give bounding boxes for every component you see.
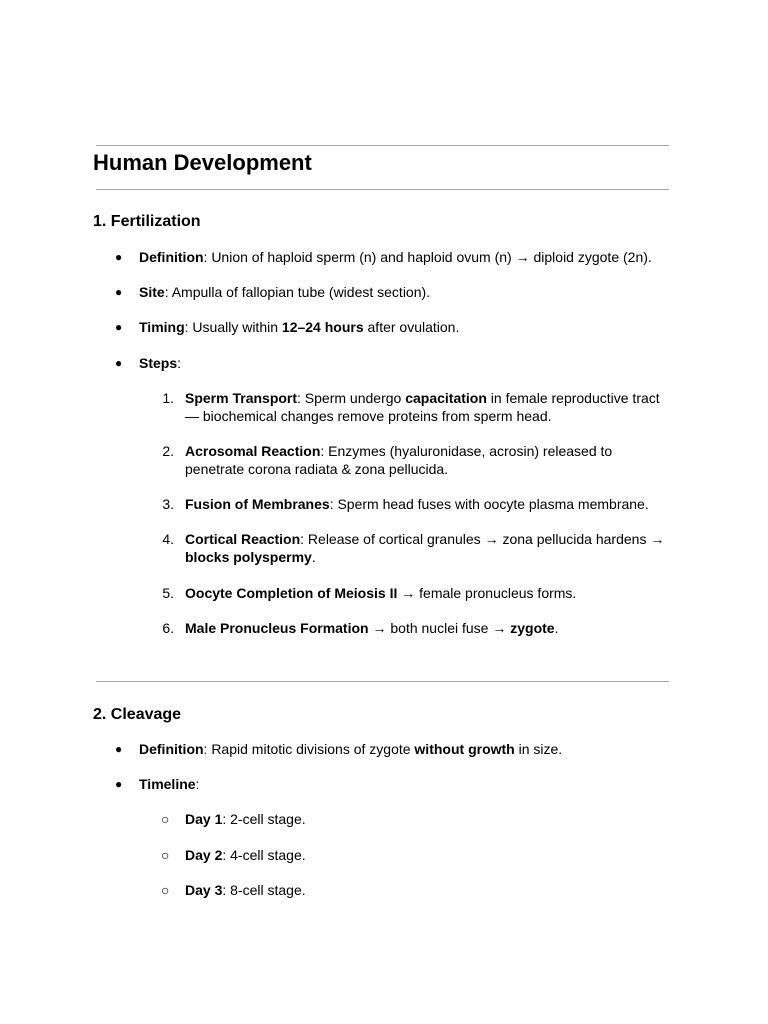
hollow-bullet-icon: ○ (161, 882, 170, 898)
bullet-icon: ● (115, 777, 123, 791)
hollow-bullet-icon: ○ (161, 847, 170, 863)
timeline-day-3: Day 3: 8-cell stage. (185, 882, 306, 898)
bullet-icon: ● (115, 285, 123, 299)
title-underline-rule (96, 189, 669, 190)
section-heading-fertilization: 1. Fertilization (93, 213, 201, 230)
step-cortical-reaction-cont: blocks polyspermy. (185, 549, 316, 565)
section-heading-cleavage: 2. Cleavage (93, 706, 182, 723)
step-number: 3. (162, 496, 174, 512)
step-number: 2. (162, 443, 174, 459)
step-number: 6. (162, 620, 174, 636)
step-sperm-transport-cont: — biochemical changes remove proteins from sperm head. (185, 408, 552, 424)
top-rule (96, 145, 669, 146)
bullet-icon: ● (115, 356, 123, 370)
bullet-icon: ● (115, 742, 123, 756)
page-title: Human Development (93, 150, 312, 175)
step-oocyte-meiosis: Oocyte Completion of Meiosis II → female pronucleus forms. (185, 585, 577, 601)
fertilization-timing: Timing: Usually within 12–24 hours after ovulation. (139, 319, 460, 335)
cleavage-timeline-label: Timeline: (139, 776, 200, 792)
fertilization-site: Site: Ampulla of fallopian tube (widest section). (139, 284, 431, 300)
step-number: 5. (162, 585, 174, 601)
hollow-bullet-icon: ○ (161, 811, 170, 827)
bullet-icon: ● (115, 320, 123, 334)
step-sperm-transport: Sperm Transport: Sperm undergo capacitation in female reproductive tract (185, 390, 660, 406)
cleavage-definition: Definition: Rapid mitotic divisions of zygote without growth in size. (139, 741, 563, 757)
fertilization-steps-label: Steps: (139, 355, 182, 371)
step-fusion-of-membranes: Fusion of Membranes: Sperm head fuses with oocyte plasma membrane. (185, 496, 649, 512)
step-acrosomal-reaction-cont: penetrate corona radiata & zona pellucida. (185, 461, 449, 477)
timeline-day-1: Day 1: 2-cell stage. (185, 811, 306, 827)
bullet-icon: ● (115, 250, 123, 264)
step-male-pronucleus: Male Pronucleus Formation → both nuclei fuse → zygote. (185, 620, 559, 636)
fertilization-definition: Definition: Union of haploid sperm (n) and haploid ovum (n) → diploid zygote (2n). (139, 249, 652, 265)
timeline-day-2: Day 2: 4-cell stage. (185, 847, 306, 863)
step-acrosomal-reaction: Acrosomal Reaction: Enzymes (hyaluronidase, acrosin) released to (185, 443, 613, 459)
step-number: 1. (162, 390, 174, 406)
step-number: 4. (162, 531, 174, 547)
step-cortical-reaction: Cortical Reaction: Release of cortical granules → zona pellucida hardens → (185, 531, 665, 547)
section-divider-rule (96, 681, 669, 682)
